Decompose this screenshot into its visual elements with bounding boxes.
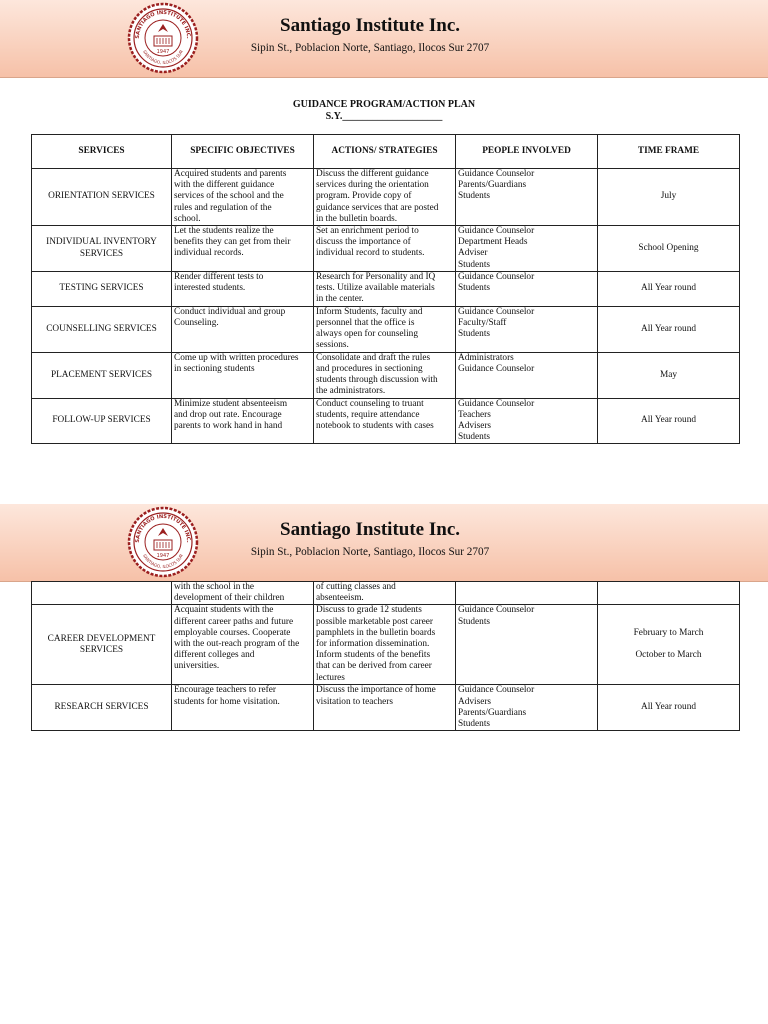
service-cell: CAREER DEVELOPMENT SERVICES: [32, 605, 172, 685]
svg-text:1947: 1947: [156, 553, 170, 559]
letterhead-banner: [0, 504, 768, 582]
time-frame-value: All Year round: [640, 323, 696, 334]
people-cell: [456, 582, 598, 605]
people-cell: Guidance Counselor Students: [456, 272, 598, 307]
organization-name: Santiago Institute Inc.: [280, 519, 460, 540]
table-row: [32, 398, 740, 444]
column-header-time-frame: TIME FRAME: [598, 135, 740, 169]
guidance-plan-table-continued: [31, 581, 740, 731]
organization-name: Santiago Institute Inc.: [280, 15, 460, 36]
objectives-cell: Conduct individual and group Counseling.: [172, 306, 314, 352]
table-row: [32, 226, 740, 272]
people-cell: Administrators Guidance Counselor: [456, 352, 598, 398]
time-frame-value: July: [660, 191, 677, 202]
time-frame-value: February to March: [633, 628, 704, 639]
svg-text:SANTIAGO INSTITUTE INC.: SANTIAGO INSTITUTE INC.: [134, 9, 192, 39]
people-cell: Guidance Counselor Parents/Guardians Students: [456, 169, 598, 226]
time-frame-value: All Year round: [640, 415, 696, 426]
service-cell: RESEARCH SERVICES: [32, 685, 172, 731]
actions-cell: Research for Personality and IQ tests. Utilize available materials in the center.: [314, 272, 456, 307]
objectives-cell: Encourage teachers to refer students for home visitation.: [172, 685, 314, 731]
guidance-plan-table: [31, 134, 740, 444]
table-row: [32, 685, 740, 731]
table-header-row: [32, 135, 740, 169]
time-frame-value: May: [659, 369, 678, 380]
svg-text:SANTIAGO, ILOCOS SUR: SANTIAGO, ILOCOS SUR: [141, 49, 185, 66]
table-row: [32, 352, 740, 398]
objectives-cell: Come up with written procedures in sectioning students: [172, 352, 314, 398]
time-frame-cell: [598, 398, 740, 444]
column-header-actions-strategies: ACTIONS/ STRATEGIES: [314, 135, 456, 169]
objectives-cell: with the school in the development of their children: [172, 582, 314, 605]
time-frame-cell: [598, 226, 740, 272]
actions-cell: Discuss the importance of home visitation to teachers: [314, 685, 456, 731]
time-frame-cell: [598, 352, 740, 398]
service-cell: FOLLOW-UP SERVICES: [32, 398, 172, 444]
column-header-people-involved: PEOPLE INVOLVED: [456, 135, 598, 169]
time-frame-cell: [598, 306, 740, 352]
time-frame-value: School Opening: [638, 242, 699, 253]
service-cell: ORIENTATION SERVICES: [32, 169, 172, 226]
organization-address: Sipin St., Poblacion Norte, Santiago, Ilocos Sur 2707: [250, 42, 490, 54]
school-year-line: S.Y.____________________: [325, 111, 443, 122]
objectives-cell: Acquaint students with the different career paths and future employable courses. Cooperate with the out-reach program of the different colleges and universities.: [172, 605, 314, 685]
time-frame-cell: [598, 582, 740, 605]
table-row: [32, 605, 740, 685]
people-cell: Guidance Counselor Department Heads Adviser Students: [456, 226, 598, 272]
institute-seal-icon: [127, 506, 199, 578]
objectives-cell: Render different tests to interested students.: [172, 272, 314, 307]
objectives-cell: Let the students realize the benefits they can get from their individual records.: [172, 226, 314, 272]
svg-text:SANTIAGO INSTITUTE INC.: SANTIAGO INSTITUTE INC.: [134, 513, 192, 543]
column-header-specific-objectives: SPECIFIC OBJECTIVES: [172, 135, 314, 169]
service-cell: [32, 582, 172, 605]
service-cell: INDIVIDUAL INVENTORY SERVICES: [32, 226, 172, 272]
table-row: [32, 169, 740, 226]
people-cell: Guidance Counselor Students: [456, 605, 598, 685]
letterhead-banner: [0, 0, 768, 78]
time-frame-value: October to March: [635, 650, 702, 661]
actions-cell: Inform Students, faculty and personnel that the office is always open for counseling sessions.: [314, 306, 456, 352]
table-row: [32, 306, 740, 352]
actions-cell: Conduct counseling to truant students, require attendance notebook to students with cases: [314, 398, 456, 444]
actions-cell: Consolidate and draft the rules and procedures in sectioning students through discussion with the administrators.: [314, 352, 456, 398]
people-cell: Guidance Counselor Faculty/Staff Students: [456, 306, 598, 352]
svg-text:SANTIAGO, ILOCOS SUR: SANTIAGO, ILOCOS SUR: [141, 553, 185, 570]
table-row: [32, 582, 740, 605]
time-frame-cell: [598, 605, 740, 685]
people-cell: Guidance Counselor Advisers Parents/Guardians Students: [456, 685, 598, 731]
people-cell: Guidance Counselor Teachers Advisers Students: [456, 398, 598, 444]
document-title: GUIDANCE PROGRAM/ACTION PLAN: [292, 99, 476, 110]
column-header-services: SERVICES: [32, 135, 172, 169]
time-frame-value: All Year round: [640, 702, 696, 713]
actions-cell: Set an enrichment period to discuss the importance of individual record to students.: [314, 226, 456, 272]
service-cell: COUNSELLING SERVICES: [32, 306, 172, 352]
table-row: [32, 272, 740, 307]
institute-seal-icon: [127, 2, 199, 74]
time-frame-cell: [598, 685, 740, 731]
time-frame-cell: [598, 169, 740, 226]
actions-cell: Discuss the different guidance services during the orientation program. Provide copy of guidance services that are posted in the bulletin boards.: [314, 169, 456, 226]
actions-cell: of cutting classes and absenteeism.: [314, 582, 456, 605]
organization-address: Sipin St., Poblacion Norte, Santiago, Ilocos Sur 2707: [250, 546, 490, 558]
service-cell: PLACEMENT SERVICES: [32, 352, 172, 398]
objectives-cell: Minimize student absenteeism and drop out rate. Encourage parents to work hand in hand: [172, 398, 314, 444]
objectives-cell: Acquired students and parents with the different guidance services of the school and the rules and regulation of the school.: [172, 169, 314, 226]
service-cell: TESTING SERVICES: [32, 272, 172, 307]
svg-text:1947: 1947: [156, 49, 170, 55]
actions-cell: Discuss to grade 12 students possible marketable post career pamphlets in the bulletin boards for information dissemination. Inform students of the benefits that can be derived from career lectures: [314, 605, 456, 685]
time-frame-cell: [598, 272, 740, 307]
time-frame-value: All Year round: [640, 283, 696, 294]
